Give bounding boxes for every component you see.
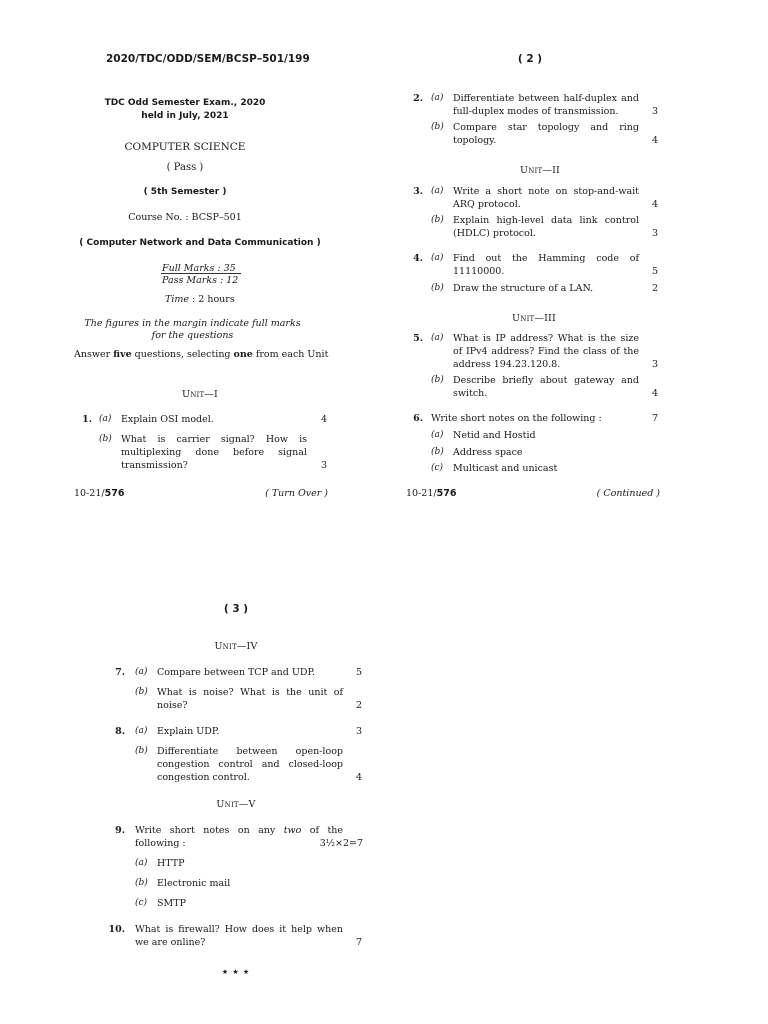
question-text: Write short notes on the following : xyxy=(431,413,602,424)
question-text: Explain UDP. xyxy=(157,726,220,737)
time-label: Time xyxy=(165,294,190,305)
pass-marks: Pass Marks : 12 xyxy=(162,275,239,286)
sub-label: (b) xyxy=(135,746,148,756)
sub-label: (a) xyxy=(99,414,112,424)
question-number: 9. xyxy=(115,825,125,836)
sub-label: (a) xyxy=(431,430,444,440)
question-marks: 4 xyxy=(651,199,658,210)
instructions-part: Answer xyxy=(74,349,114,360)
instructions xyxy=(74,348,328,361)
unit-label: Unit—IV xyxy=(214,641,258,652)
page-number: ( 2 ) xyxy=(517,53,543,65)
question-text: What is noise? What is the unit of noise? xyxy=(157,687,343,711)
question-text: Multicast and unicast xyxy=(453,463,558,474)
question-number: 7. xyxy=(115,667,125,678)
unit-label: Unit—V xyxy=(216,799,256,810)
footer-code xyxy=(406,487,456,500)
question-text: Address space xyxy=(453,447,523,458)
sub-label: (b) xyxy=(135,687,148,697)
question-text-part: of the following : xyxy=(135,825,343,849)
question-marks: 3 xyxy=(651,359,658,370)
question-marks: 2 xyxy=(651,283,658,294)
question-marks: 3 xyxy=(355,726,362,737)
question-text: Compare between TCP and UDP. xyxy=(157,667,315,678)
sub-label: (b) xyxy=(431,122,444,132)
margin-note-2: for the questions xyxy=(151,330,234,341)
sub-label: (a) xyxy=(135,858,148,868)
time-value: : 2 hours xyxy=(189,294,235,305)
unit-label: Unit—II xyxy=(520,165,560,176)
course-number: Course No. : BCSP–501 xyxy=(128,212,242,223)
question-number: 10. xyxy=(108,924,125,935)
question-marks: 4 xyxy=(355,772,362,783)
subject-pass: ( Pass ) xyxy=(166,162,204,173)
question-text: SMTP xyxy=(157,898,186,909)
footer-code-prefix: 10-21/ xyxy=(406,488,437,499)
sub-label: (a) xyxy=(135,726,148,736)
question-text: Differentiate between half-duplex and full-duplex modes of transmission. xyxy=(453,93,639,117)
margin-note-1: The figures in the margin indicate full marks xyxy=(84,318,301,329)
question-marks: 4 xyxy=(320,414,327,425)
subject-title: COMPUTER SCIENCE xyxy=(124,141,246,153)
unit-label: Unit—I xyxy=(181,389,219,400)
footer-code xyxy=(74,487,124,500)
sub-label: (a) xyxy=(431,333,444,343)
full-marks: Full Marks : 35 xyxy=(162,263,236,274)
semester: ( 5th Semester ) xyxy=(143,187,227,197)
sub-label: (b) xyxy=(99,434,112,444)
footer-code-prefix: 10-21/ xyxy=(74,488,105,499)
question-text: Explain OSI model. xyxy=(121,414,214,425)
exam-line-1: TDC Odd Semester Exam., 2020 xyxy=(104,98,266,108)
question-text: HTTP xyxy=(157,858,185,869)
sub-label: (b) xyxy=(431,375,444,385)
unit-2-heading xyxy=(490,164,590,177)
footer-code-number: 576 xyxy=(104,488,125,499)
question-text: Differentiate between open-loop congestion control and closed-loop congestion control. xyxy=(157,746,343,783)
question-text: Compare star topology and ring topology. xyxy=(453,122,639,146)
question-text-two: two xyxy=(283,825,302,836)
question-marks: 4 xyxy=(651,388,658,399)
sub-label: (a) xyxy=(431,93,444,103)
question-text-part: Write short notes on any xyxy=(135,825,284,836)
sub-label: (b) xyxy=(431,215,444,225)
question-text: Explain high-level data link control (HDLC) protocol. xyxy=(453,215,639,239)
question-marks: 5 xyxy=(651,266,658,277)
question-marks: 3 xyxy=(651,228,658,239)
question-marks: 3 xyxy=(651,106,658,117)
question-marks: 5 xyxy=(355,667,362,678)
footer-turn-over: ( Turn Over ) xyxy=(265,488,328,499)
question-text: What is firewall? How does it help when we are online? xyxy=(135,924,343,948)
question-number: 4. xyxy=(413,253,423,264)
exam-code: 2020/TDC/ODD/SEM/BCSP–501/199 xyxy=(106,53,310,65)
unit-3-heading xyxy=(484,312,584,325)
question-text: Draw the structure of a LAN. xyxy=(453,283,594,294)
question-marks: 2 xyxy=(355,700,362,711)
question-marks: 7 xyxy=(355,937,362,948)
instructions-part: questions, selecting xyxy=(131,349,234,360)
question-number: 3. xyxy=(413,186,423,197)
sub-label: (b) xyxy=(135,878,148,888)
question-text: What is IP address? What is the size of IPv4 address? Find the class of the address 194.23.120.8. xyxy=(453,333,639,370)
instructions-one: one xyxy=(233,349,253,360)
question-number: 8. xyxy=(115,726,125,737)
page-number: ( 3 ) xyxy=(223,603,249,615)
question-text: What is carrier signal? How is multiplexing done before signal transmission? xyxy=(121,434,307,471)
question-marks: 7 xyxy=(651,413,658,424)
unit-1-heading xyxy=(150,388,250,401)
unit-label: Unit—III xyxy=(512,313,556,324)
sub-label: (c) xyxy=(431,463,444,473)
time-line xyxy=(165,293,235,306)
sub-label: (b) xyxy=(431,447,444,457)
unit-5-heading xyxy=(186,798,286,811)
course-title: ( Computer Network and Data Communication ) xyxy=(79,238,321,248)
question-text: Describe briefly about gateway and switch. xyxy=(453,375,639,399)
question-marks: 3½×2=7 xyxy=(319,838,363,849)
footer-code-number: 576 xyxy=(436,488,457,499)
question-marks: 3 xyxy=(320,460,327,471)
question-text: Write a short note on stop-and-wait ARQ protocol. xyxy=(453,186,639,210)
sub-label: (a) xyxy=(135,667,148,677)
instructions-part: from each Unit xyxy=(252,349,329,360)
sub-label: (b) xyxy=(431,283,444,293)
footer-continued: ( Continued ) xyxy=(596,488,660,499)
sub-label: (c) xyxy=(135,898,148,908)
question-marks: 4 xyxy=(651,135,658,146)
question-number: 5. xyxy=(413,333,423,344)
unit-4-heading xyxy=(186,640,286,653)
instructions-five: five xyxy=(113,349,132,360)
sub-label: (a) xyxy=(431,253,444,263)
sub-label: (a) xyxy=(431,186,444,196)
question-text: Electronic mail xyxy=(157,878,231,889)
question-number: 2. xyxy=(413,93,423,104)
question-number: 1. xyxy=(82,414,92,425)
exam-line-2: held in July, 2021 xyxy=(141,111,229,121)
question-text: Find out the Hamming code of 11110000. xyxy=(453,253,639,277)
end-mark: ★ ★ ★ xyxy=(221,968,251,976)
question-number: 6. xyxy=(413,413,423,424)
question-text: Netid and Hostid xyxy=(453,430,536,441)
